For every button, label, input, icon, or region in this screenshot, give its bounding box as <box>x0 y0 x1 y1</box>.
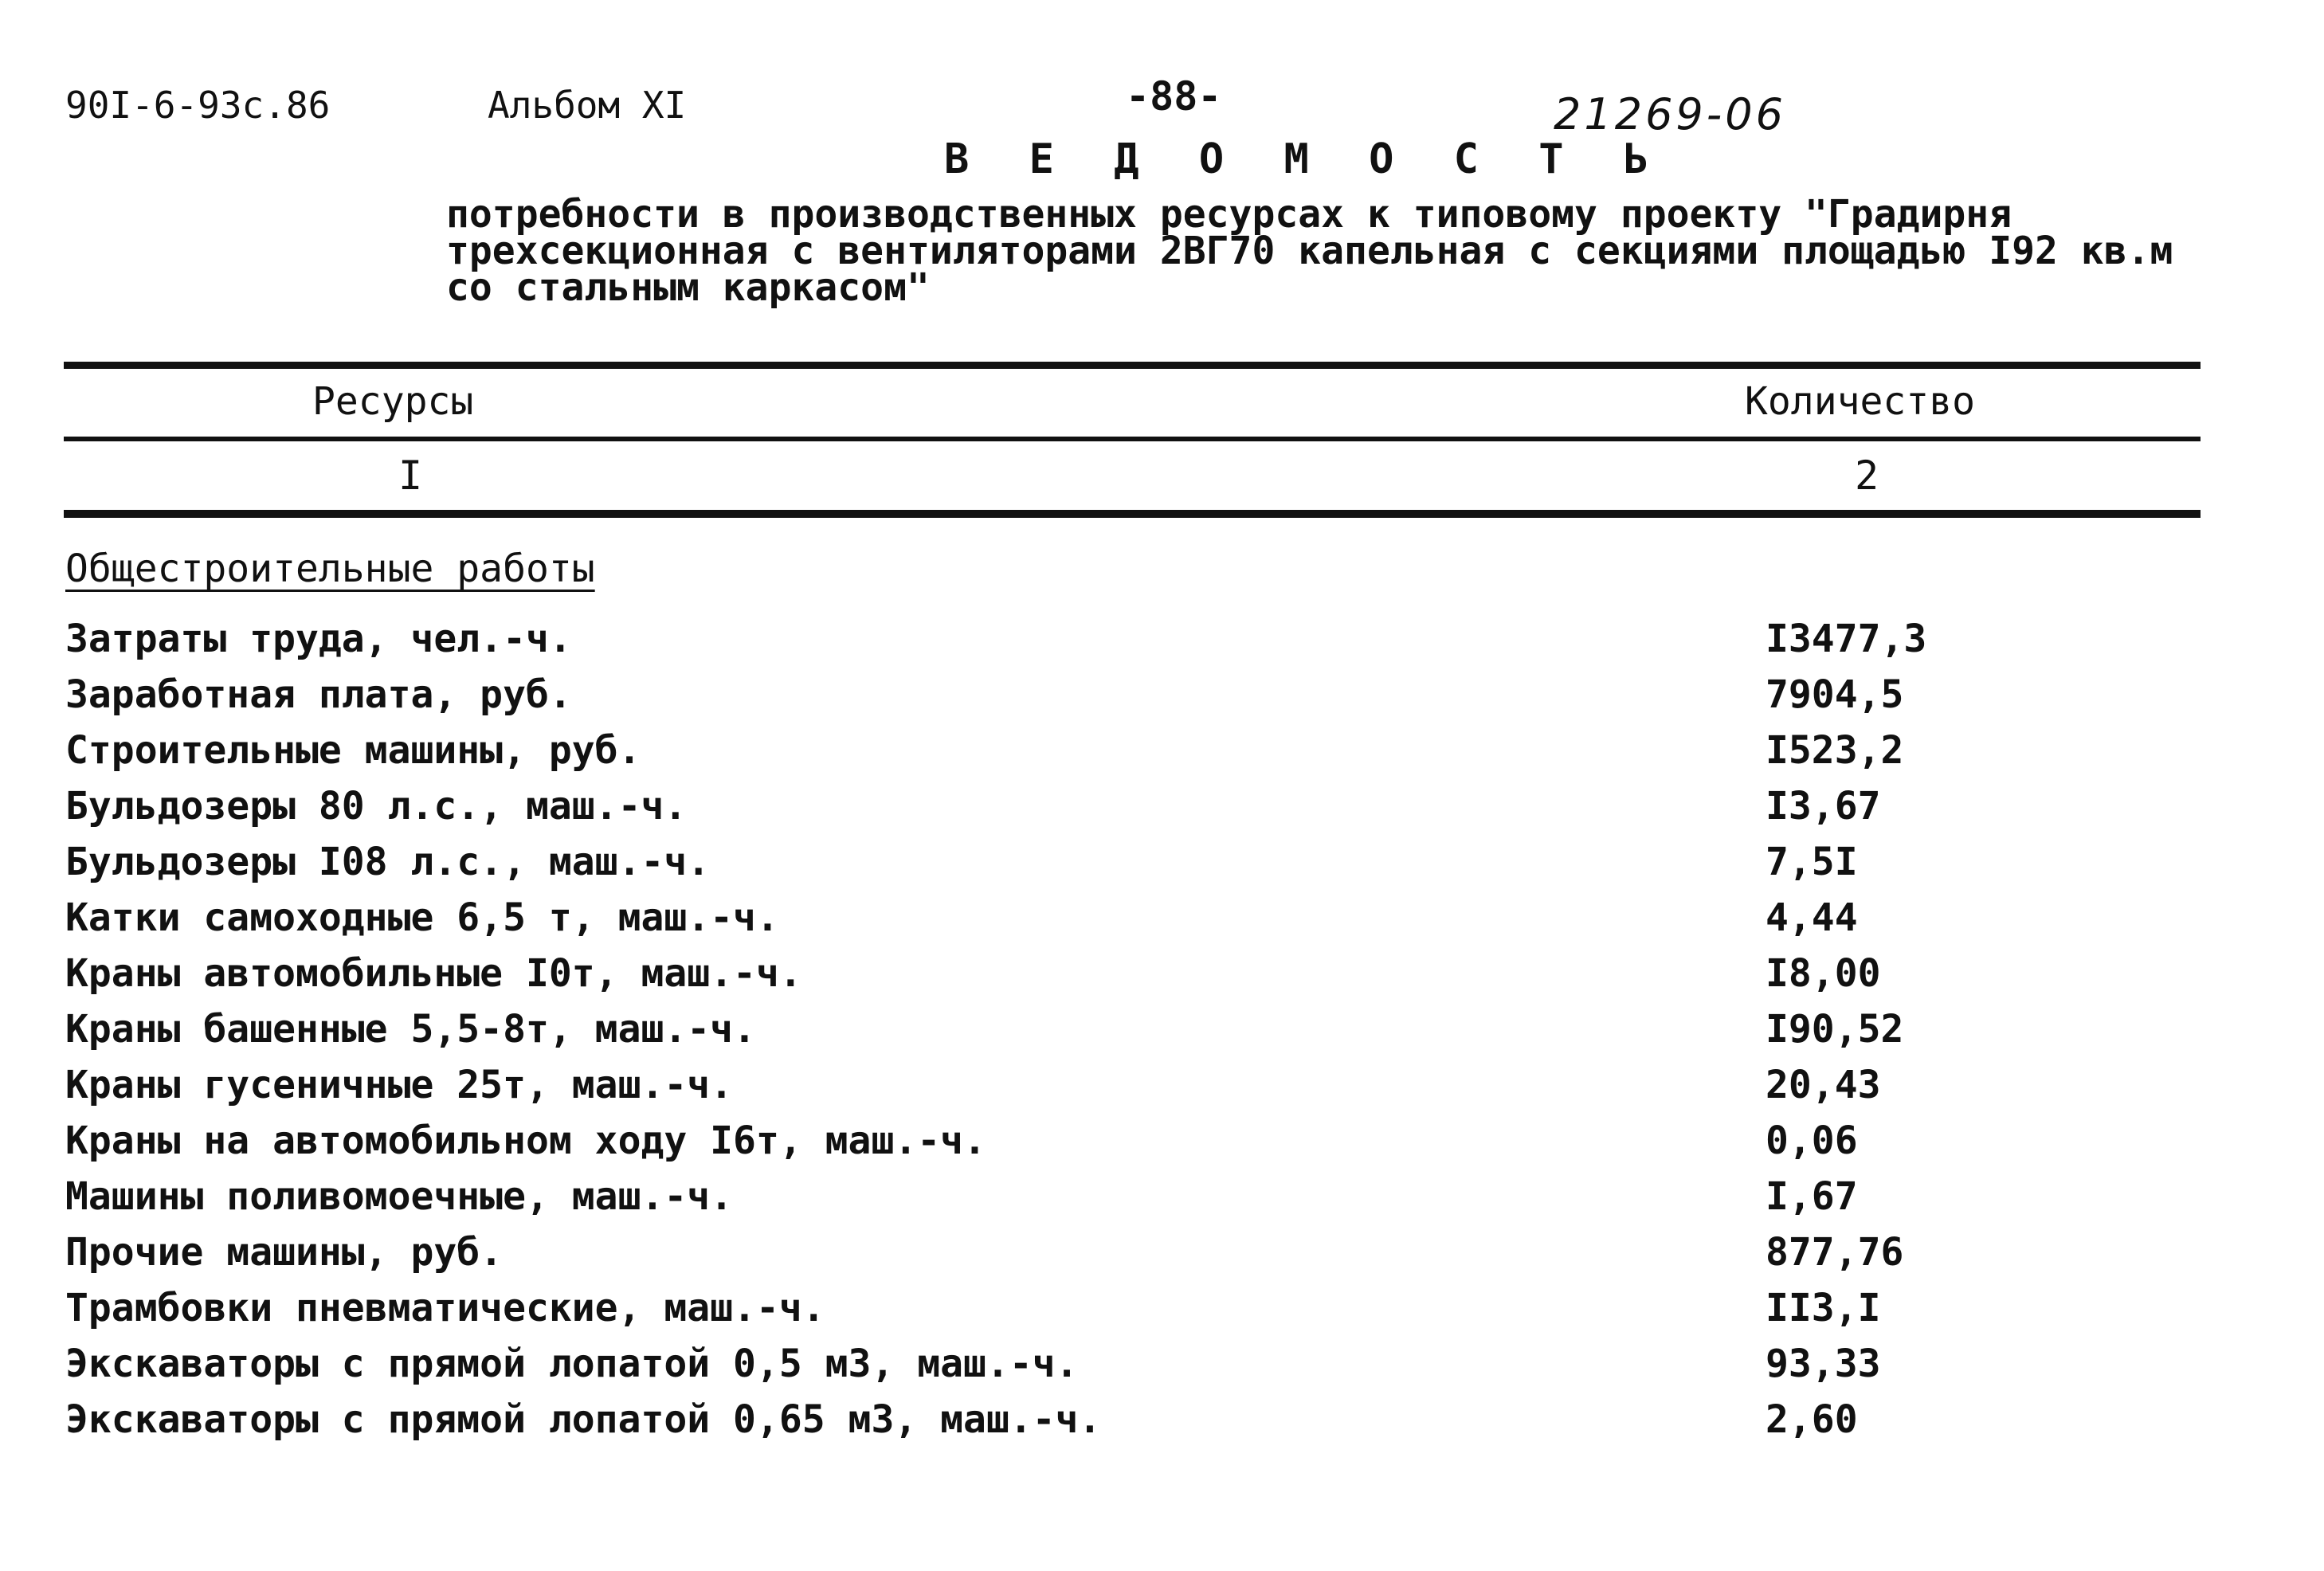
section-title: Общестроительные работы <box>65 547 595 591</box>
document-code: 90I-6-93с.86 <box>65 84 331 127</box>
resource-name: Заработная плата, руб. <box>65 672 572 717</box>
column-number-1: I <box>398 452 423 499</box>
table-row <box>65 672 2201 728</box>
table-row <box>65 1342 2201 1397</box>
resource-quantity: I523,2 <box>1766 728 1904 773</box>
resource-name: Прочие машины, руб. <box>65 1230 504 1275</box>
table-top-rule <box>64 362 2201 369</box>
resource-name: Трамбовки пневматические, маш.-ч. <box>65 1286 825 1330</box>
resource-name: Затраты труда, чел.-ч. <box>65 617 572 661</box>
handwritten-stamp-number: 21269-06 <box>1554 89 1786 139</box>
table-row <box>65 784 2201 840</box>
resource-quantity: II3,I <box>1766 1286 1881 1330</box>
table-row <box>65 1063 2201 1119</box>
album-label: Альбом XI <box>488 84 687 127</box>
table-row <box>65 728 2201 784</box>
column-header-quantity: Количество <box>1745 379 1975 424</box>
document-subtitle: потребности в производственных ресурсах к типовому проекту "Градирня трехсекционная с вентиляторами 2ВГ70 капельная с секциями площадью I92 кв.м со стальным каркасом" <box>446 192 2173 310</box>
resource-name: Бульдозеры I08 л.с., маш.-ч. <box>65 840 711 884</box>
table-numbers-rule <box>64 510 2201 518</box>
resource-quantity: 93,33 <box>1766 1342 1881 1386</box>
resource-quantity: I,67 <box>1766 1174 1858 1219</box>
table-row <box>65 1174 2201 1230</box>
resource-quantity: I8,00 <box>1766 951 1881 996</box>
table-row <box>65 895 2201 951</box>
table-row <box>65 1119 2201 1174</box>
resource-name: Краны на автомобильном ходу I6т, маш.-ч. <box>65 1119 986 1163</box>
resource-quantity: I3,67 <box>1766 784 1881 829</box>
resource-quantity: 20,43 <box>1766 1063 1881 1107</box>
resource-quantity: 0,06 <box>1766 1119 1858 1163</box>
table-row <box>65 951 2201 1007</box>
table-row <box>65 617 2201 672</box>
resource-quantity: 2,60 <box>1766 1397 1858 1442</box>
resource-rows <box>65 617 2201 1453</box>
resource-name: Экскаваторы с прямой лопатой 0,5 м3, маш.-ч. <box>65 1342 1079 1386</box>
resource-name: Бульдозеры 80 л.с., маш.-ч. <box>65 784 688 829</box>
table-header-rule <box>64 437 2201 441</box>
table-row <box>65 840 2201 895</box>
table-row <box>65 1230 2201 1286</box>
document-title: В Е Д О М О С Т Ь <box>944 135 1667 183</box>
resource-name: Катки самоходные 6,5 т, маш.-ч. <box>65 895 779 940</box>
resource-name: Машины поливомоечные, маш.-ч. <box>65 1174 734 1219</box>
resource-quantity: 4,44 <box>1766 895 1858 940</box>
resource-name: Краны автомобильные I0т, маш.-ч. <box>65 951 802 996</box>
resource-quantity: I3477,3 <box>1766 617 1927 661</box>
resource-name: Экскаваторы с прямой лопатой 0,65 м3, маш.-ч. <box>65 1397 1102 1442</box>
column-number-2: 2 <box>1855 452 1879 499</box>
resource-name: Краны башенные 5,5-8т, маш.-ч. <box>65 1007 756 1052</box>
table-row <box>65 1397 2201 1453</box>
table-row <box>65 1007 2201 1063</box>
resource-name: Краны гусеничные 25т, маш.-ч. <box>65 1063 734 1107</box>
table-row <box>65 1286 2201 1342</box>
column-header-resources: Ресурсы <box>312 379 474 424</box>
resource-name: Строительные машины, руб. <box>65 728 641 773</box>
resource-quantity: I90,52 <box>1766 1007 1904 1052</box>
resource-quantity: 7904,5 <box>1766 672 1904 717</box>
resource-quantity: 7,5I <box>1766 840 1858 884</box>
page-number: -88- <box>1126 73 1222 119</box>
resource-quantity: 877,76 <box>1766 1230 1904 1275</box>
